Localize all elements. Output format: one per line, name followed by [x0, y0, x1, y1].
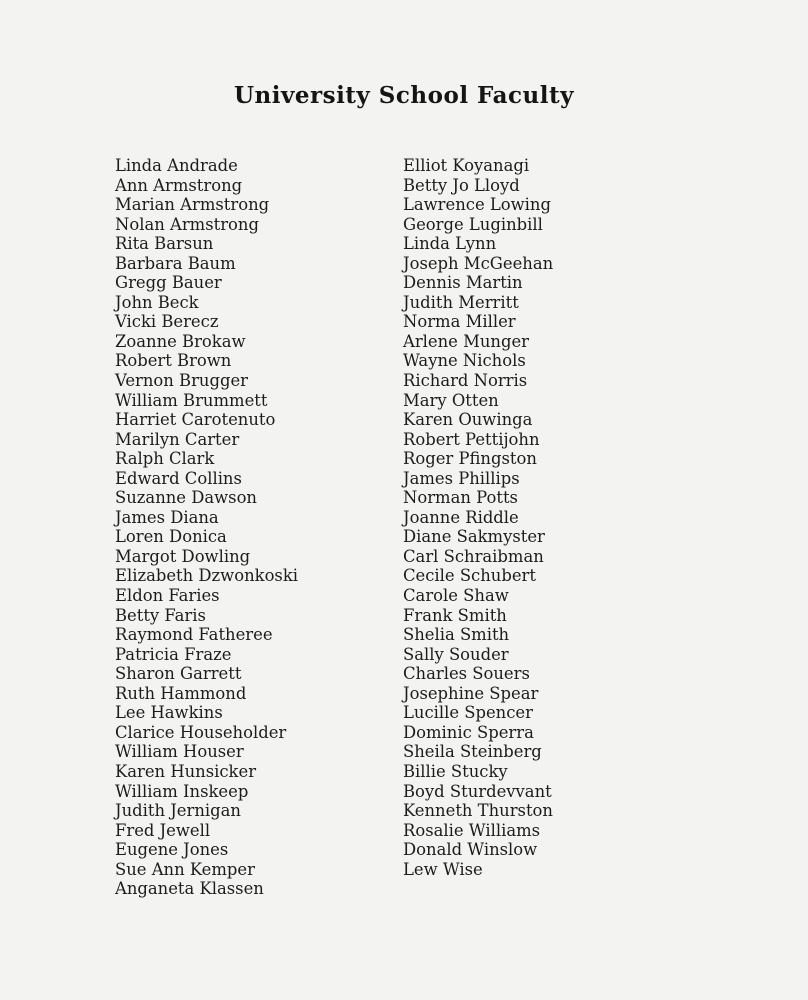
faculty-name: Ralph Clark	[115, 449, 215, 469]
faculty-name: Arlene Munger	[403, 331, 530, 351]
faculty-name: Marian Armstrong	[115, 195, 270, 215]
faculty-name: Linda Lynn	[403, 234, 497, 254]
faculty-name: Lucille Spencer	[403, 703, 533, 723]
faculty-name: Loren Donica	[115, 527, 227, 547]
faculty-name: Betty Faris	[115, 605, 206, 625]
faculty-name: John Beck	[115, 292, 199, 312]
faculty-name: Lawrence Lowing	[403, 195, 551, 215]
faculty-name: Harriet Carotenuto	[115, 410, 276, 430]
faculty-name: Edward Collins	[115, 468, 242, 488]
faculty-name: Joanne Riddle	[403, 507, 519, 527]
faculty-name: Sharon Garrett	[115, 664, 242, 684]
faculty-name: Rosalie Williams	[403, 820, 541, 840]
faculty-name: Boyd Sturdevvant	[403, 781, 552, 801]
faculty-name: William Houser	[115, 742, 244, 762]
faculty-name: Gregg Bauer	[115, 273, 222, 293]
faculty-name: Robert Brown	[115, 351, 232, 371]
faculty-name: Cecile Schubert	[403, 566, 536, 586]
faculty-name: Zoanne Brokaw	[115, 331, 246, 351]
faculty-name: Betty Jo Lloyd	[403, 175, 520, 195]
faculty-name: Richard Norris	[403, 371, 528, 391]
faculty-name: Judith Jernigan	[115, 801, 241, 821]
faculty-name: Dennis Martin	[403, 273, 523, 293]
faculty-name: Diane Sakmyster	[403, 527, 545, 547]
page-title: University School Faculty	[233, 82, 574, 109]
faculty-name: Shelia Smith	[403, 625, 510, 645]
faculty-name: Anganeta Klassen	[115, 879, 264, 899]
faculty-name: Vernon Brugger	[115, 371, 249, 391]
faculty-name: Lew Wise	[403, 859, 483, 879]
faculty-name: Sheila Steinberg	[403, 742, 542, 762]
faculty-name: William Inskeep	[115, 781, 249, 801]
faculty-name: Elliot Koyanagi	[403, 156, 530, 175]
faculty-name: Suzanne Dawson	[115, 488, 257, 508]
faculty-name: Roger Pfingston	[403, 449, 537, 469]
faculty-name: Mary Otten	[403, 390, 499, 410]
faculty-name: Eugene Jones	[115, 840, 229, 860]
faculty-name: Robert Pettijohn	[403, 429, 540, 449]
faculty-name: Eldon Faries	[115, 586, 220, 606]
faculty-name: Fred Jewell	[115, 820, 211, 840]
faculty-name: Clarice Householder	[115, 722, 287, 742]
faculty-name: Ruth Hammond	[115, 683, 247, 703]
faculty-name: Nolan Armstrong	[115, 214, 259, 234]
faculty-name: Raymond Fatheree	[115, 625, 273, 645]
faculty-name: Norman Potts	[403, 488, 518, 508]
faculty-name: Rita Barsun	[115, 234, 214, 254]
faculty-name: Dominic Sperra	[403, 722, 534, 742]
faculty-name: Barbara Baum	[115, 253, 236, 273]
faculty-name: Carole Shaw	[403, 586, 509, 606]
faculty-name: George Luginbill	[403, 214, 543, 234]
faculty-name: Karen Hunsicker	[115, 761, 257, 781]
faculty-name: Lee Hawkins	[115, 703, 223, 723]
faculty-list-right	[403, 156, 553, 879]
faculty-name: Donald Winslow	[403, 840, 538, 860]
faculty-name: Joseph McGeehan	[403, 253, 554, 273]
faculty-name: Josephine Spear	[403, 683, 539, 703]
faculty-name: Marilyn Carter	[115, 429, 240, 449]
faculty-name: Kenneth Thurston	[403, 801, 553, 821]
faculty-name: Frank Smith	[403, 605, 507, 625]
faculty-name: Charles Souers	[403, 664, 530, 684]
faculty-name: Wayne Nichols	[403, 351, 526, 371]
faculty-name: Carl Schraibman	[403, 546, 544, 566]
faculty-name: Sue Ann Kemper	[115, 859, 255, 879]
faculty-name: Linda Andrade	[115, 156, 238, 175]
faculty-name: Judith Merritt	[403, 292, 519, 312]
faculty-list-left	[115, 156, 298, 899]
faculty-name: Vicki Berecz	[115, 312, 219, 332]
faculty-name: Sally Souder	[403, 644, 509, 664]
faculty-name: Karen Ouwinga	[403, 410, 533, 430]
faculty-name: Billie Stucky	[403, 761, 508, 781]
faculty-name: Norma Miller	[403, 312, 516, 332]
faculty-name: Ann Armstrong	[115, 175, 243, 195]
faculty-name: James Phillips	[403, 468, 520, 488]
faculty-name: Margot Dowling	[115, 546, 251, 566]
faculty-name: Patricia Fraze	[115, 644, 232, 664]
faculty-name: William Brummett	[115, 390, 268, 410]
faculty-name: Elizabeth Dzwonkoski	[115, 566, 299, 586]
faculty-name: James Diana	[115, 507, 219, 527]
